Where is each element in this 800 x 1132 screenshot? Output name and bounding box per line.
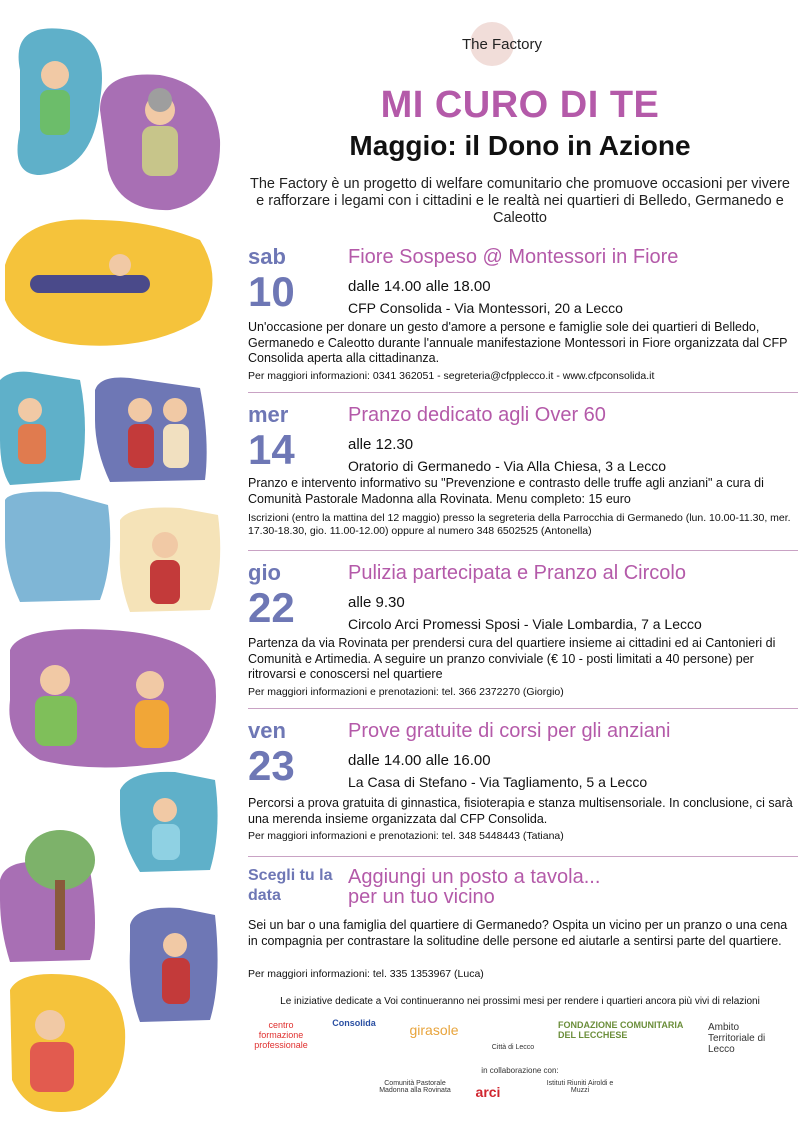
logo-girasole: girasole: [409, 1022, 459, 1038]
logo-arci: arci: [475, 1084, 501, 1100]
event-time: alle 9.30: [348, 594, 405, 611]
event-weekday: sab: [248, 244, 286, 269]
footer-note: Le iniziative dedicate a Voi continueranno nei prossimi mesi per rendere i quartieri ancora più vivi di relazioni: [280, 996, 760, 1007]
section-divider: [248, 856, 798, 857]
event-date-number: 23: [248, 742, 295, 789]
event-card: [240, 718, 800, 858]
event-place: Circolo Arci Promessi Sposi - Viale Lombardia, 7 a Lecco: [348, 616, 702, 632]
event-description: Partenza da via Rovinata per prendersi cura del quartiere insieme ai cittadini ed ai Cantonieri di Comunità e Artimedia. A seguire un pranzo conviviale (€ 10 - posti limitati a 40 persone) per ritrovarsi e conoscersi nel quartiere: [248, 636, 776, 681]
main-content: [240, 0, 800, 1132]
event-weekday: gio: [248, 560, 281, 585]
event-card: [240, 244, 800, 394]
event-title: Pulizia partecipata e Pranzo al Circolo: [348, 562, 686, 584]
logo-istituti-riuniti: Istituti Riuniti Airoldi e Muzzi: [546, 1080, 614, 1094]
logo-consolida: Consolida: [332, 1018, 376, 1028]
section-divider: [248, 392, 798, 393]
event-title: Pranzo dedicato agli Over 60: [348, 404, 606, 426]
event-time: alle 12.30: [348, 436, 414, 453]
event-card-open-date: [240, 866, 800, 986]
logo-fondazione-comunitaria: FONDAZIONE COMUNITARIA DEL LECCHESE: [558, 1020, 683, 1040]
event-place: CFP Consolida - Via Montessori, 20 a Lecco: [348, 300, 623, 316]
page-title: MI CURO DI TE: [380, 84, 660, 126]
event-card: [240, 402, 800, 552]
illustration-column: [0, 0, 232, 1132]
event-info: Per maggiori informazioni e prenotazioni: tel. 366 2372270 (Giorgio): [248, 686, 564, 698]
page-subtitle: Maggio: il Dono in Azione: [349, 130, 691, 161]
event-description: Percorsi a prova gratuita di ginnastica, fisioterapia e stanza multisensoriale. In conclusione, ci sarà una merenda insieme organizzata dal CFP Consolida.: [248, 796, 793, 826]
the-factory-logo: [462, 22, 572, 68]
brand-name: The Factory: [462, 36, 543, 53]
event-weekday: mer: [248, 402, 289, 427]
event-info: Per maggiori informazioni e prenotazioni: tel. 348 5448443 (Tatiana): [248, 830, 564, 842]
collaboration-label: in collaborazione con:: [481, 1066, 559, 1075]
event-time: dalle 14.00 alle 18.00: [348, 278, 491, 295]
event-place: Oratorio di Germanedo - Via Alla Chiesa, 3 a Lecco: [348, 458, 667, 474]
event-info: Per maggiori informazioni: tel. 335 1353967 (Luca): [248, 968, 484, 980]
event-date-number: 10: [248, 268, 295, 315]
event-date-number: 22: [248, 584, 295, 631]
event-time: dalle 14.00 alle 16.00: [348, 752, 491, 769]
choose-date-label: Scegli tu la data: [248, 867, 333, 904]
intro-text: The Factory è un progetto di welfare comunitario che promuove occasioni per vivere e rafforzare i legami con i cittadini e le realtà nei quartieri di Belledo, Germanedo e Caleotto: [250, 176, 790, 226]
elderly-people-illustration: [0, 0, 232, 1132]
event-info: Iscrizioni (entro la mattina del 12 maggio) presso la segreteria della Parrocchia di Germanedo (lun. 10.00-11.30, mer. 17.30-18.30, gio. 11.00-12.00) oppure al numero 348 6502525 (Antonella): [248, 512, 791, 537]
logo-ambito-territoriale: Ambito Territoriale di Lecco: [708, 1022, 766, 1055]
event-place: La Casa di Stefano - Via Tagliamento, 5 a Lecco: [348, 774, 648, 790]
section-divider: [248, 550, 798, 551]
event-card: [240, 560, 800, 710]
logo-cfp: centro formazione professionale: [254, 1020, 308, 1050]
event-weekday: ven: [248, 718, 286, 743]
event-description: Sei un bar o una famiglia del quartiere di Germanedo? Ospita un vicino per un pranzo o una cena in compagnia per contrastare la solitudine delle persone ed aiutarle a sentirsi parte del quartiere.: [248, 918, 788, 948]
logo-comunita-pastorale: Comunità Pastorale Madonna alla Rovinata: [379, 1080, 451, 1094]
event-description: Un'occasione per donare un gesto d'amore a persone e famiglie sole dei quartieri di Belledo, Germanedo e Caleotto durante l'annuale manifestazione Montessori in Fiore organizzata dal CFP Consolida aperta alla cittadinanza.: [248, 320, 788, 365]
event-info: Per maggiori informazioni: 0341 362051 - segreteria@cfpplecco.it - www.cfpconsolida.it: [248, 370, 655, 382]
section-divider: [248, 708, 798, 709]
event-title-line2: per un tuo vicino: [348, 886, 495, 908]
event-description: Pranzo e intervento informativo su "Prevenzione e contrasto delle truffe agli anziani" a cura di Comunità Pastorale Madonna alla Rovinata. Menu completo: 15 euro: [248, 476, 764, 506]
logo-citta-di-lecco: Città di Lecco: [491, 1044, 535, 1051]
event-title: Prove gratuite di corsi per gli anziani: [348, 720, 671, 742]
event-title: Fiore Sospeso @ Montessori in Fiore: [348, 246, 679, 268]
event-date-number: 14: [248, 426, 295, 473]
event-title-line1: Aggiungi un posto a tavola...: [348, 866, 601, 888]
